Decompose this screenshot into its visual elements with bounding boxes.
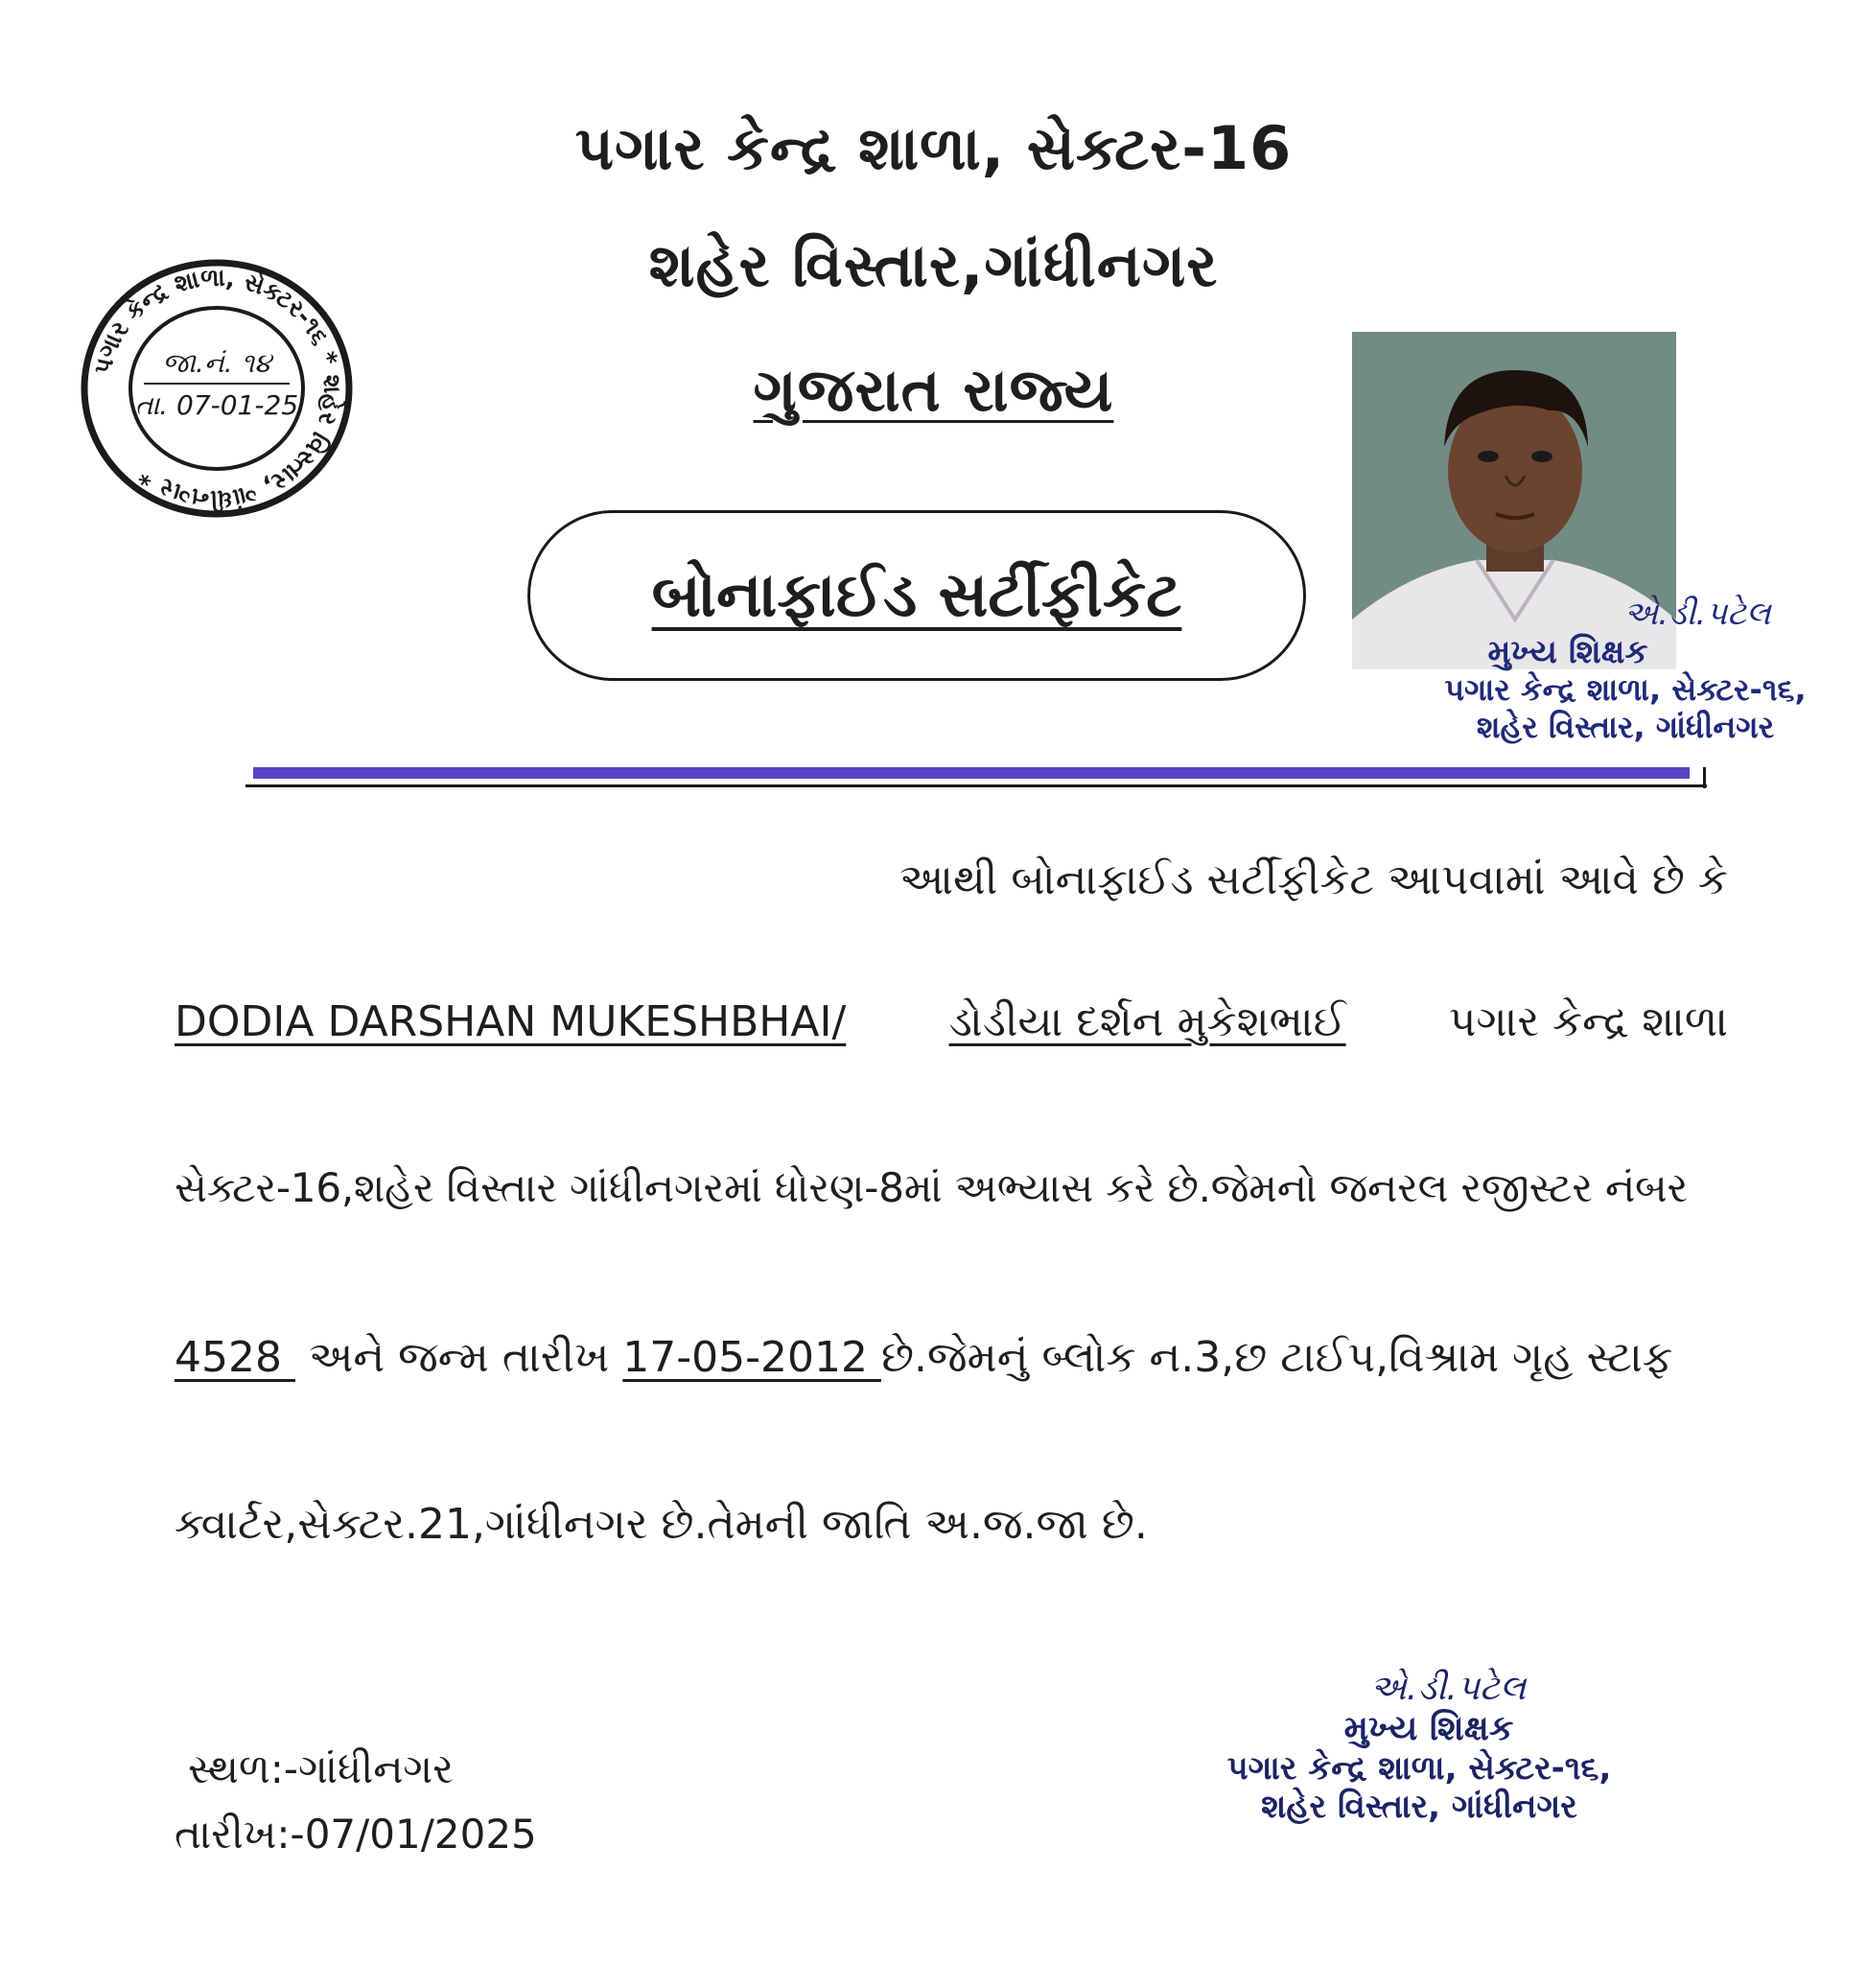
student-name-gu: ડોડીયા દર્શન મુકેશભાઈ (948, 997, 1346, 1046)
photo-signer-school: પગાર કેન્દ્ર શાળા, સેક્ટર-૧૬, (1444, 671, 1807, 708)
divider-colored (253, 767, 1690, 779)
body-line-2: સેક્ટર-16,શહેર વિસ્તાર ગાંધીનગરમાં ધોરણ-8માં અભ્યાસ કરે છે.જેમનો જનરલ રજીસ્ટર નંબર (175, 1164, 1689, 1211)
body-line-3-mid: અને જન્મ તારીખ (294, 1333, 623, 1382)
photo-attestation-stamp (1400, 595, 1851, 746)
photo-signature: એ.ડી.પટેલ (1623, 595, 1771, 633)
photo-signer-area: શહેર વિસ્તાર, ગાંધીનગર (1476, 709, 1775, 745)
school-area: શહેર વિસ્તાર,ગાંધીનગર (648, 230, 1219, 300)
principal-title: મુખ્ય શિક્ષક (1343, 1709, 1514, 1748)
body-line-3 (175, 1333, 1728, 1382)
seal-inward-number: જા.નં. ૧૪ (162, 347, 271, 379)
footer-place: સ્થળ:-ગાંધીનગર (188, 1745, 454, 1792)
state-name-text: ગુજરાત રાજ્ય (753, 355, 1114, 425)
certificate-title: બોનાફાઈડ સર્ટીફીકેટ (651, 560, 1182, 631)
body-line-3-tail: છે.જેમનું બ્લોક ન.3,છ ટાઈપ,વિશ્રામ ગૃહ સ્ટાફ (881, 1333, 1673, 1382)
intro-line: આથી બોનાફાઈડ સર્ટીફીકેટ આપવામાં આવે છે કે (899, 855, 1728, 904)
body-line-1-tail: પગાર કેન્દ્ર શાળા (1448, 997, 1728, 1046)
gr-number: 4528 (175, 1333, 295, 1382)
body-line-4: ક્વાર્ટર,સેક્ટર.21,ગાંધીનગર છે.તેમની જાતિ અ.જ.જા છે. (175, 1500, 1148, 1549)
svg-text:પગાર કેન્દ્ર શાળા, સેક્ટર-૧૬ * (88, 264, 346, 514)
principal-area: શહેર વિસ્તાર, ગાંધીનગર (1261, 1788, 1577, 1826)
student-name-en: DODIA DARSHAN MUKESHBHAI/ (175, 997, 847, 1046)
divider-end-tick (1703, 767, 1706, 788)
photo-signer-title: મુખ્ય શિક્ષક (1487, 633, 1648, 671)
principal-signature: એ.ડી.પટેલ (1369, 1669, 1527, 1708)
seal-date: તા. 07-01-25 (134, 389, 299, 421)
footer-date: તારીખ:-07/01/2025 (175, 1811, 537, 1858)
school-seal-stamp (81, 259, 353, 518)
principal-school: પગાર કેન્દ્ર શાળા, સેક્ટર-૧૬, (1226, 1749, 1612, 1788)
principal-signature-stamp (1170, 1669, 1669, 1826)
school-name: પગાર કેન્દ્ર શાળા, સેક્ટર-16 (574, 113, 1293, 183)
certificate-title-frame (527, 510, 1306, 681)
seal-ring-text: પગાર કેન્દ્ર શાળા, સેક્ટર-૧૬ * શહેર વિસ્તાર, ગાંધીનગર * (88, 263, 347, 514)
divider-line (245, 784, 1707, 787)
body-line-1 (175, 997, 1728, 1046)
date-of-birth: 17-05-2012 (622, 1333, 882, 1382)
